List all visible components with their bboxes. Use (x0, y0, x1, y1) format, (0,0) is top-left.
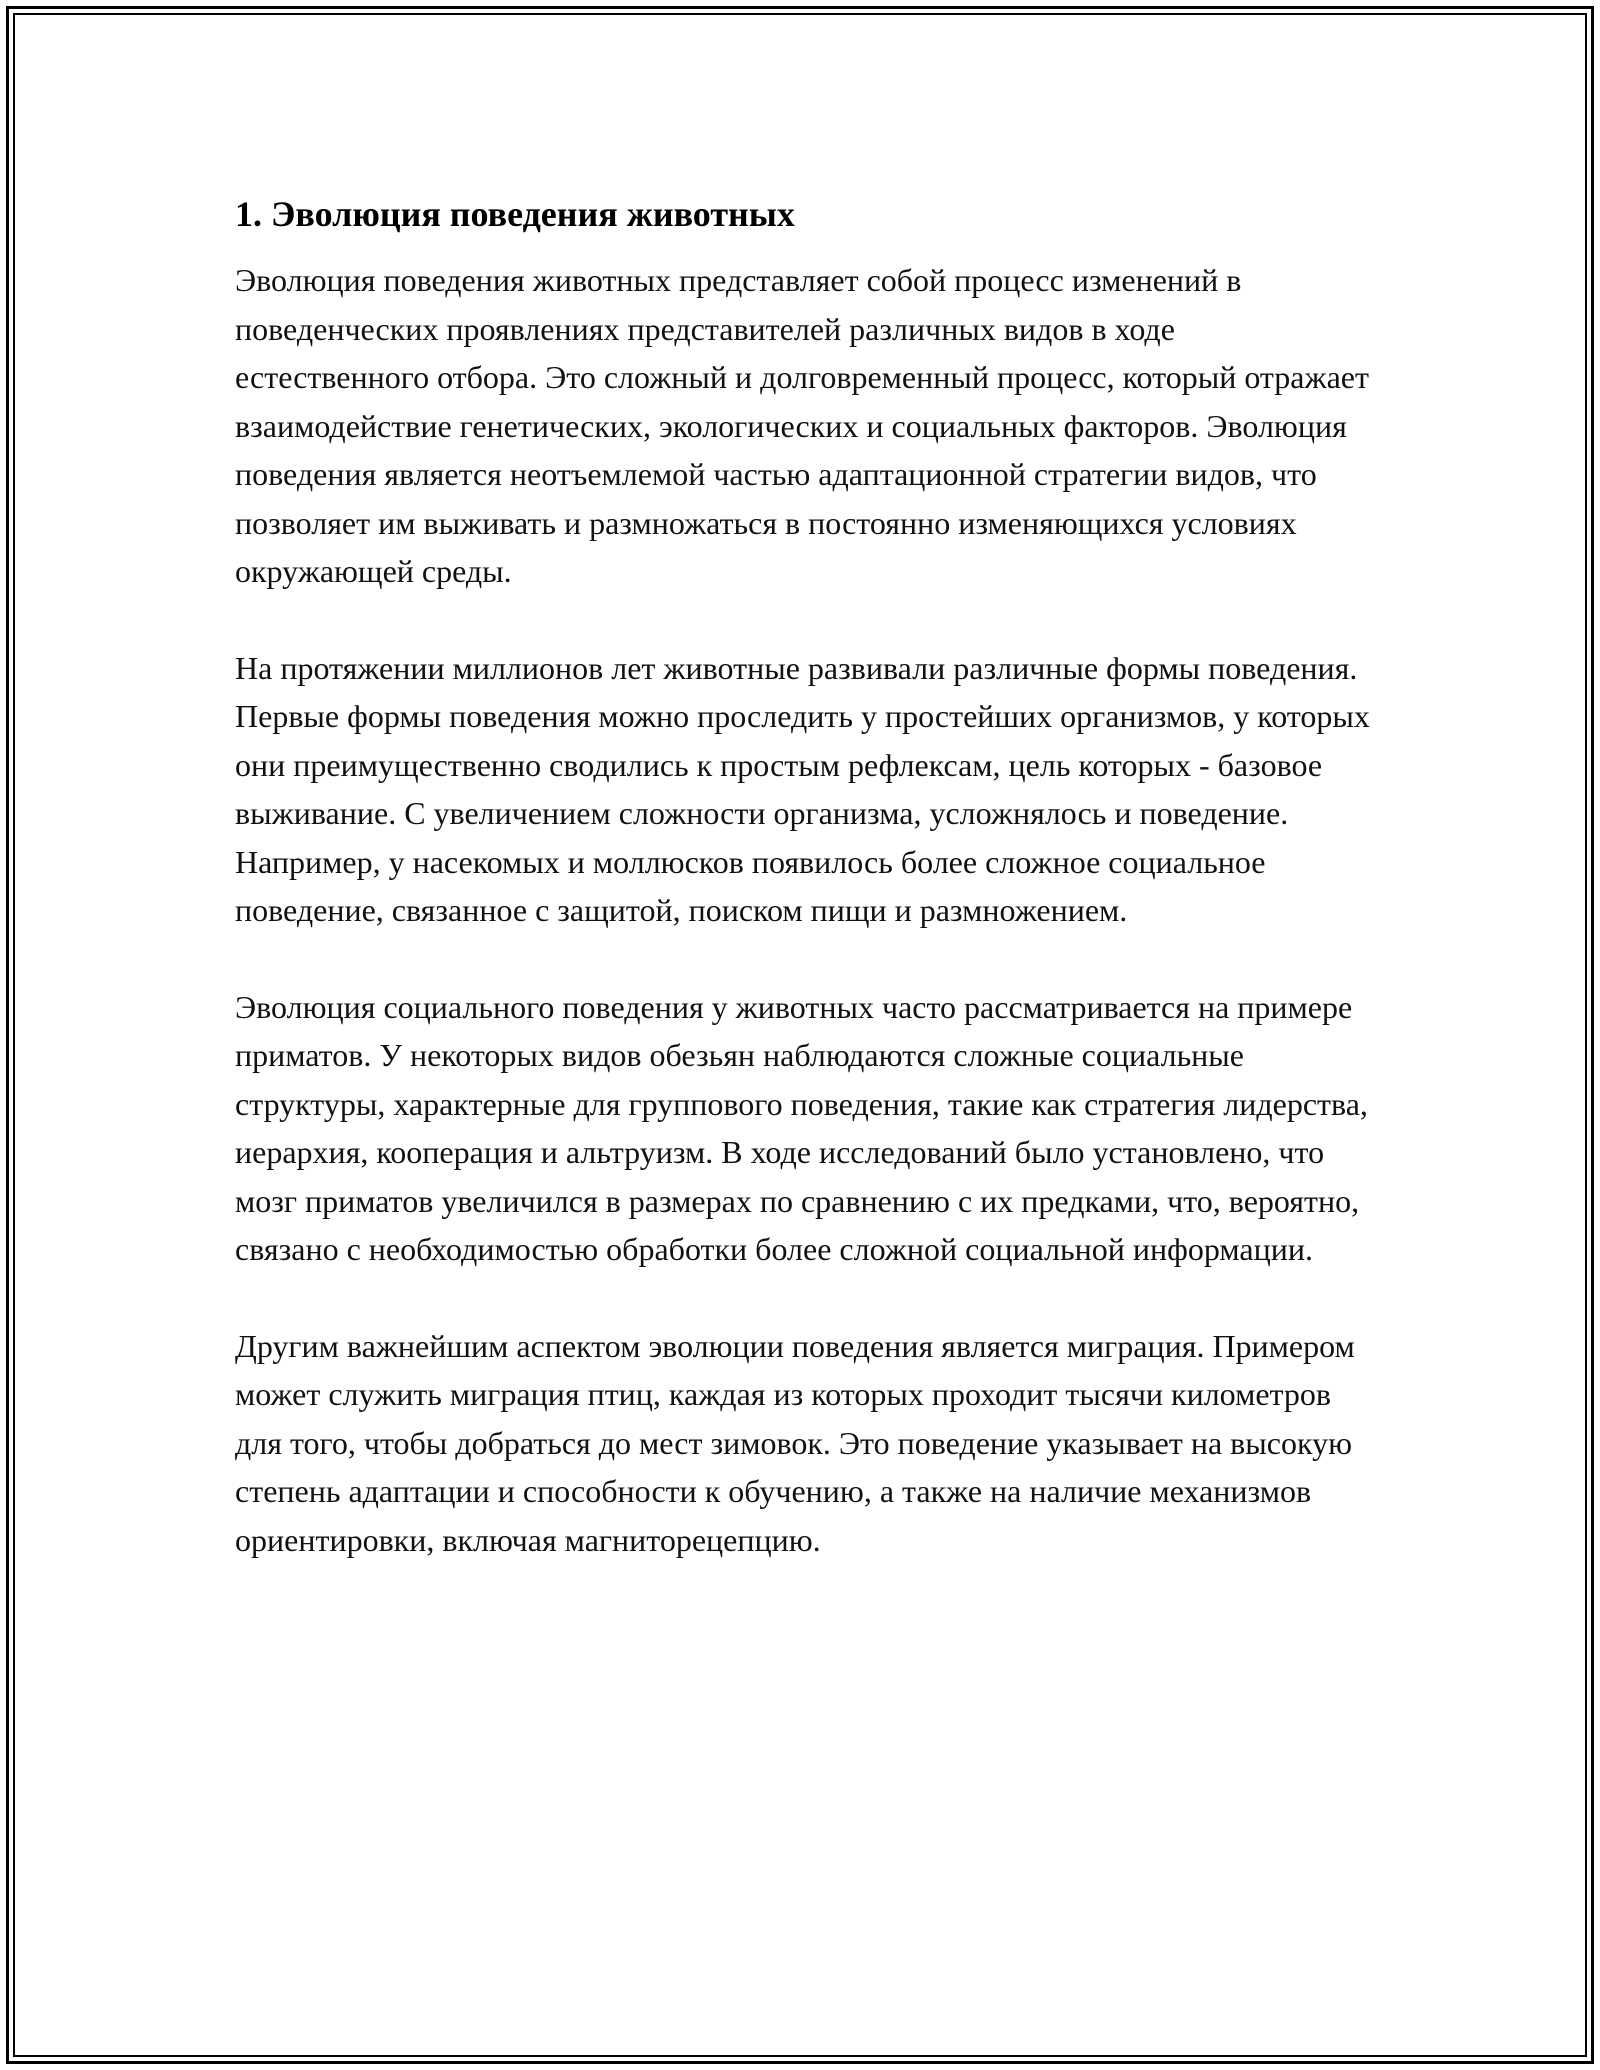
paragraph-2: На протяжении миллионов лет животные развивали различные формы поведения. Первые формы поведения можно проследить у простейших организмов, у которых они преимущественно сводились к простым рефлексам, цель которых - базовое выживание. С увеличением сложности организма, усложнялось и поведение. Например, у насекомых и моллюсков появилось более сложное социальное поведение, связанное с защитой, поиском пищи и размножением. (235, 649, 1370, 928)
paragraph-4: Другим важнейшим аспектом эволюции поведения является миграция. Примером может служить миграция птиц, каждая из которых проходит тысячи километров для того, чтобы добраться до мест зимовок. Это поведение указывает на высокую степень адаптации и способности к обучению, а также на наличие механизмов ориентировки, включая магниторецепцию. (235, 1327, 1355, 1558)
section-heading: 1. Эволюция поведения животных (235, 194, 795, 234)
document-body (235, 188, 1375, 1612)
paragraph-1: Эволюция поведения животных представляет собой процесс изменений в поведенческих проявлениях представителей различных видов в ходе естественного отбора. Это сложный и долговременный процесс, который отражает взаимодействие генетических, экологических и социальных факторов. Эволюция поведения является неотъемлемой частью адаптационной стратегии видов, что позволяет им выживать и размножаться в постоянно изменяющихся условиях окружающей среды. (235, 262, 1369, 589)
paragraph-3: Эволюция социального поведения у животных часто рассматривается на примере приматов. У некоторых видов обезьян наблюдаются сложные социальные структуры, характерные для группового поведения, такие как стратегия лидерства, иерархия, кооперация и альтруизм. В ходе исследований было установлено, что мозг приматов увеличился в размерах по сравнению с их предками, что, вероятно, связано с необходимостью обработки более сложной социальной информации. (235, 988, 1368, 1267)
